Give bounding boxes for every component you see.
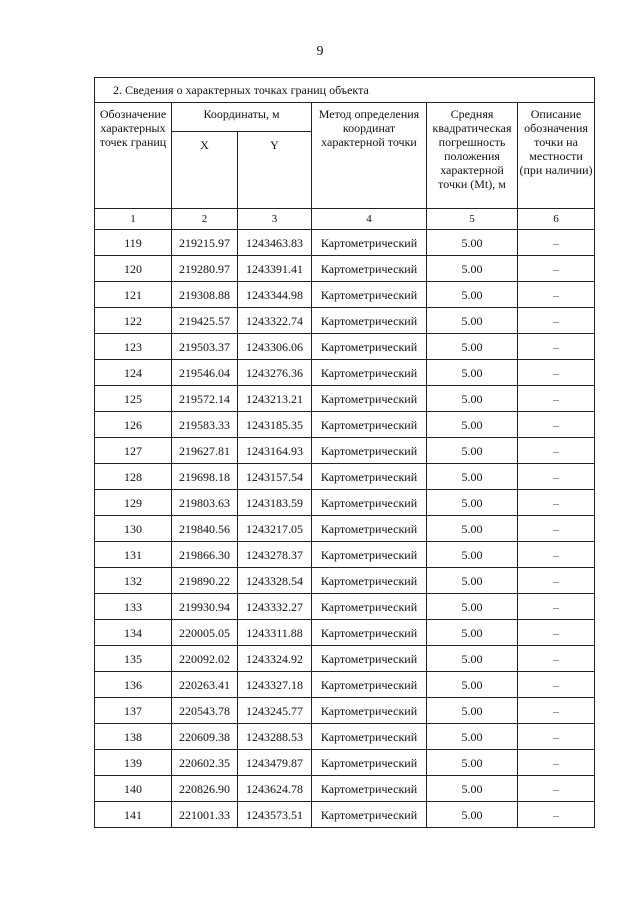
cell-error: 5.00 (427, 490, 518, 516)
cell-y: 1243328.54 (238, 568, 312, 594)
cell-y: 1243278.37 (238, 542, 312, 568)
cell-x: 219215.97 (172, 230, 238, 256)
table-body (95, 230, 595, 828)
cell-x: 219280.97 (172, 256, 238, 282)
table-row (95, 594, 595, 620)
cell-y: 1243245.77 (238, 698, 312, 724)
cell-point: 128 (95, 464, 172, 490)
cell-y: 1243306.06 (238, 334, 312, 360)
cell-method: Картометрический (312, 802, 427, 828)
page-number: 9 (316, 44, 324, 59)
cell-x: 220263.41 (172, 672, 238, 698)
cell-error: 5.00 (427, 230, 518, 256)
cell-point: 137 (95, 698, 172, 724)
header-error: Средняя квадратическая погрешность положения характерной точки (Mt), м (427, 103, 518, 209)
cell-y: 1243624.78 (238, 776, 312, 802)
cell-y: 1243573.51 (238, 802, 312, 828)
cell-y: 1243213.21 (238, 386, 312, 412)
cell-error: 5.00 (427, 282, 518, 308)
cell-method: Картометрический (312, 490, 427, 516)
header-coordinates: Координаты, м (172, 103, 312, 132)
cell-point: 125 (95, 386, 172, 412)
cell-x: 219698.18 (172, 464, 238, 490)
cell-description: – (518, 802, 595, 828)
table-row (95, 490, 595, 516)
cell-error: 5.00 (427, 386, 518, 412)
cell-method: Картометрический (312, 308, 427, 334)
cell-description: – (518, 464, 595, 490)
cell-x: 221001.33 (172, 802, 238, 828)
cell-description: – (518, 282, 595, 308)
cell-error: 5.00 (427, 698, 518, 724)
cell-x: 219930.94 (172, 594, 238, 620)
cell-error: 5.00 (427, 672, 518, 698)
table-row (95, 308, 595, 334)
cell-description: – (518, 386, 595, 412)
cell-y: 1243324.92 (238, 646, 312, 672)
table-row (95, 568, 595, 594)
cell-point: 135 (95, 646, 172, 672)
cell-y: 1243157.54 (238, 464, 312, 490)
cell-method: Картометрический (312, 438, 427, 464)
cell-point: 120 (95, 256, 172, 282)
cell-point: 121 (95, 282, 172, 308)
cell-point: 126 (95, 412, 172, 438)
cell-y: 1243463.83 (238, 230, 312, 256)
cell-method: Картометрический (312, 620, 427, 646)
cell-y: 1243322.74 (238, 308, 312, 334)
cell-point: 132 (95, 568, 172, 594)
cell-method: Картометрический (312, 516, 427, 542)
cell-y: 1243185.35 (238, 412, 312, 438)
cell-method: Картометрический (312, 386, 427, 412)
cell-point: 133 (95, 594, 172, 620)
cell-method: Картометрический (312, 698, 427, 724)
cell-description: – (518, 360, 595, 386)
column-index: 1 (95, 209, 172, 230)
cell-method: Картометрический (312, 750, 427, 776)
cell-point: 127 (95, 438, 172, 464)
header-description: Описание обозначения точки на местности (при наличии) (518, 103, 595, 209)
cell-point: 123 (95, 334, 172, 360)
cell-point: 141 (95, 802, 172, 828)
cell-description: – (518, 698, 595, 724)
table-row (95, 412, 595, 438)
column-index: 2 (172, 209, 238, 230)
cell-y: 1243391.41 (238, 256, 312, 282)
cell-error: 5.00 (427, 542, 518, 568)
cell-description: – (518, 334, 595, 360)
cell-point: 134 (95, 620, 172, 646)
cell-error: 5.00 (427, 516, 518, 542)
cell-error: 5.00 (427, 750, 518, 776)
cell-y: 1243164.93 (238, 438, 312, 464)
table-row (95, 646, 595, 672)
cell-point: 129 (95, 490, 172, 516)
table-row (95, 724, 595, 750)
cell-x: 219803.63 (172, 490, 238, 516)
column-index: 4 (312, 209, 427, 230)
cell-x: 220602.35 (172, 750, 238, 776)
cell-description: – (518, 750, 595, 776)
cell-method: Картометрический (312, 594, 427, 620)
cell-description: – (518, 412, 595, 438)
cell-point: 122 (95, 308, 172, 334)
cell-point: 139 (95, 750, 172, 776)
cell-method: Картометрический (312, 464, 427, 490)
cell-y: 1243217.05 (238, 516, 312, 542)
cell-description: – (518, 672, 595, 698)
cell-x: 219627.81 (172, 438, 238, 464)
cell-method: Картометрический (312, 256, 427, 282)
column-index: 6 (518, 209, 595, 230)
cell-error: 5.00 (427, 620, 518, 646)
table-row (95, 672, 595, 698)
cell-description: – (518, 776, 595, 802)
cell-x: 219583.33 (172, 412, 238, 438)
cell-method: Картометрический (312, 412, 427, 438)
cell-x: 219503.37 (172, 334, 238, 360)
cell-x: 219840.56 (172, 516, 238, 542)
cell-point: 119 (95, 230, 172, 256)
cell-description: – (518, 308, 595, 334)
cell-x: 219546.04 (172, 360, 238, 386)
cell-y: 1243311.88 (238, 620, 312, 646)
cell-point: 130 (95, 516, 172, 542)
table-row (95, 620, 595, 646)
cell-method: Картометрический (312, 646, 427, 672)
cell-method: Картометрический (312, 334, 427, 360)
header-x: X (172, 132, 238, 209)
cell-x: 219890.22 (172, 568, 238, 594)
cell-y: 1243327.18 (238, 672, 312, 698)
cell-y: 1243183.59 (238, 490, 312, 516)
table-row (95, 360, 595, 386)
cell-description: – (518, 724, 595, 750)
column-index: 3 (238, 209, 312, 230)
cell-x: 220609.38 (172, 724, 238, 750)
cell-description: – (518, 438, 595, 464)
table-row (95, 542, 595, 568)
cell-method: Картометрический (312, 724, 427, 750)
cell-x: 220005.05 (172, 620, 238, 646)
cell-y: 1243288.53 (238, 724, 312, 750)
table-row (95, 438, 595, 464)
table-row (95, 386, 595, 412)
table-row (95, 282, 595, 308)
column-index: 5 (427, 209, 518, 230)
table-row (95, 698, 595, 724)
cell-description: – (518, 594, 595, 620)
cell-error: 5.00 (427, 724, 518, 750)
table-row (95, 750, 595, 776)
cell-description: – (518, 490, 595, 516)
table-row (95, 334, 595, 360)
header-method: Метод определения координат характерной точки (312, 103, 427, 209)
cell-method: Картометрический (312, 542, 427, 568)
table-row (95, 776, 595, 802)
cell-description: – (518, 256, 595, 282)
cell-description: – (518, 516, 595, 542)
cell-error: 5.00 (427, 308, 518, 334)
cell-x: 219308.88 (172, 282, 238, 308)
cell-error: 5.00 (427, 360, 518, 386)
header-point: Обозначение характерных точек границ (95, 103, 172, 209)
cell-description: – (518, 646, 595, 672)
cell-error: 5.00 (427, 646, 518, 672)
table-row (95, 802, 595, 828)
cell-point: 124 (95, 360, 172, 386)
cell-y: 1243332.27 (238, 594, 312, 620)
cell-method: Картометрический (312, 230, 427, 256)
cell-description: – (518, 230, 595, 256)
cell-description: – (518, 620, 595, 646)
cell-x: 219425.57 (172, 308, 238, 334)
cell-error: 5.00 (427, 568, 518, 594)
cell-y: 1243479.87 (238, 750, 312, 776)
cell-method: Картометрический (312, 672, 427, 698)
cell-method: Картометрический (312, 568, 427, 594)
cell-x: 219572.14 (172, 386, 238, 412)
cell-error: 5.00 (427, 256, 518, 282)
cell-method: Картометрический (312, 776, 427, 802)
cell-error: 5.00 (427, 594, 518, 620)
boundary-points-table (94, 77, 595, 828)
cell-error: 5.00 (427, 776, 518, 802)
cell-point: 138 (95, 724, 172, 750)
cell-error: 5.00 (427, 412, 518, 438)
cell-y: 1243344.98 (238, 282, 312, 308)
section-title: 2. Сведения о характерных точках границ объекта (95, 78, 595, 103)
cell-error: 5.00 (427, 464, 518, 490)
cell-x: 220826.90 (172, 776, 238, 802)
cell-y: 1243276.36 (238, 360, 312, 386)
cell-x: 220543.78 (172, 698, 238, 724)
cell-method: Картометрический (312, 282, 427, 308)
table-row (95, 230, 595, 256)
cell-x: 220092.02 (172, 646, 238, 672)
cell-error: 5.00 (427, 802, 518, 828)
cell-description: – (518, 568, 595, 594)
cell-error: 5.00 (427, 438, 518, 464)
table-row (95, 256, 595, 282)
header-y: Y (238, 132, 312, 209)
table-row (95, 516, 595, 542)
cell-error: 5.00 (427, 334, 518, 360)
cell-method: Картометрический (312, 360, 427, 386)
cell-point: 131 (95, 542, 172, 568)
cell-description: – (518, 542, 595, 568)
column-index-row (95, 209, 595, 230)
cell-x: 219866.30 (172, 542, 238, 568)
table-row (95, 464, 595, 490)
cell-point: 136 (95, 672, 172, 698)
cell-point: 140 (95, 776, 172, 802)
